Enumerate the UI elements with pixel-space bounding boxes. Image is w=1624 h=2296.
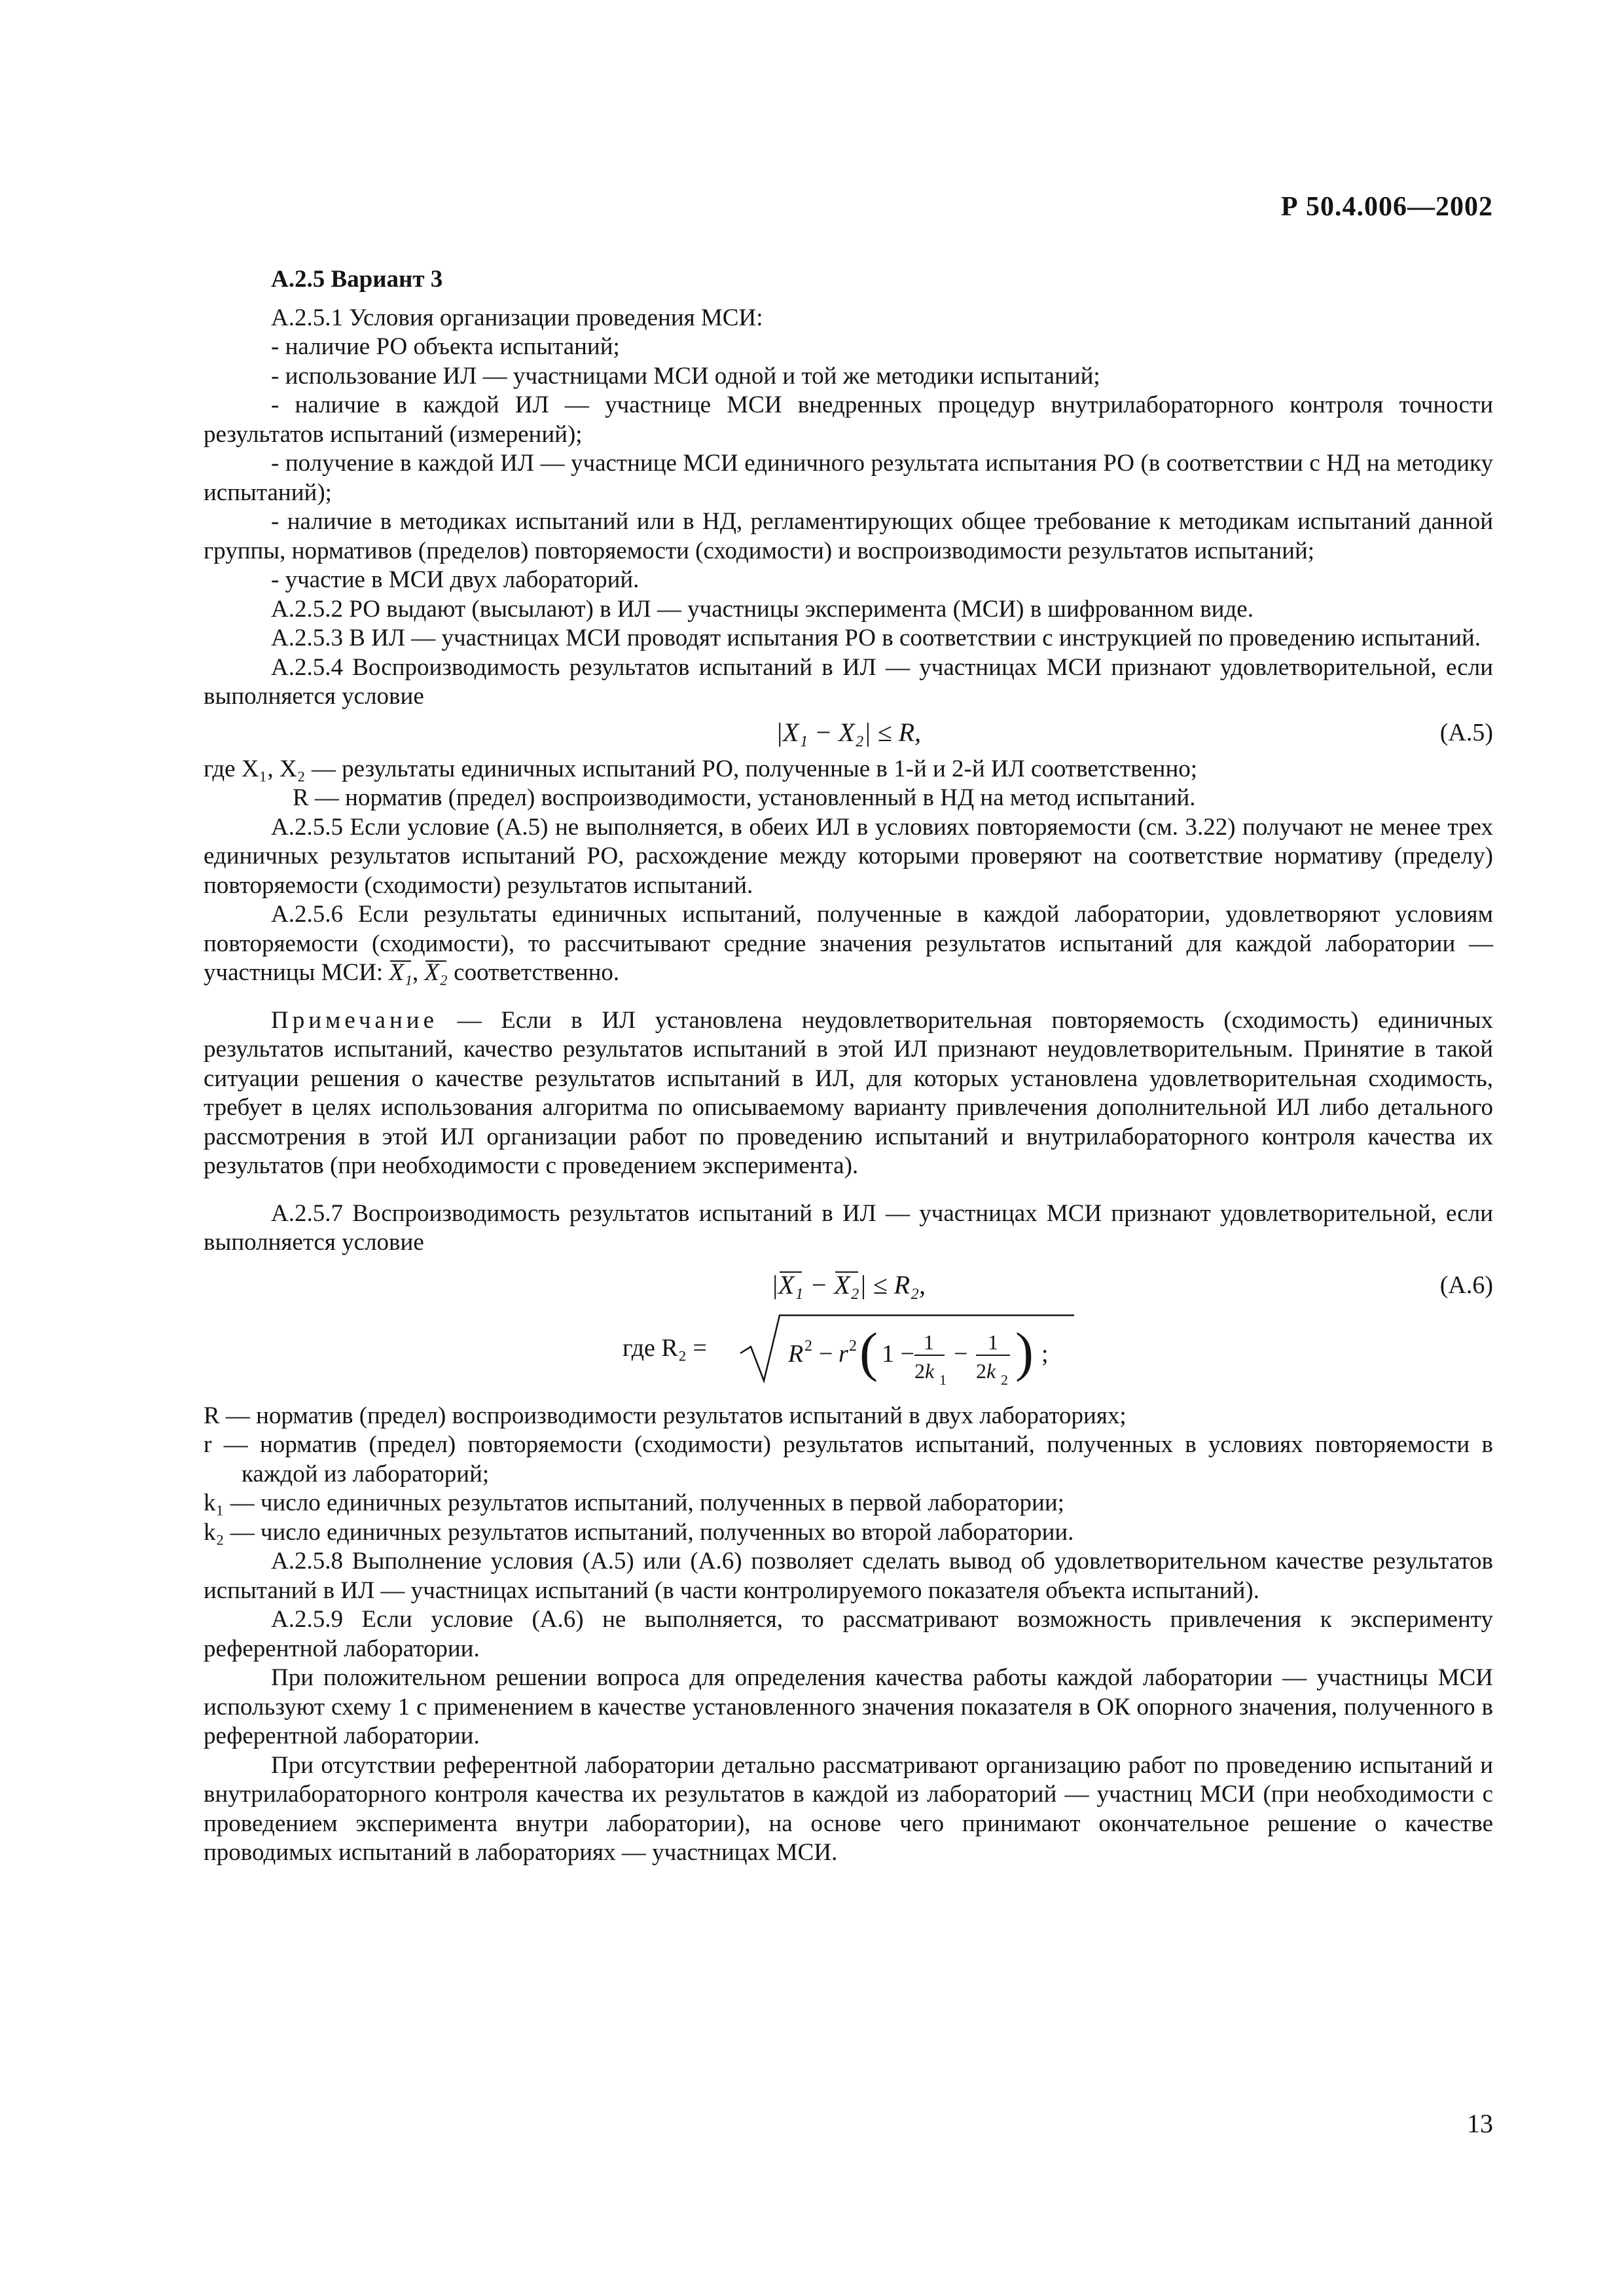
paragraph-a255: А.2.5.5 Если условие (А.5) не выполняется, в обеих ИЛ в условиях повторяемости (см. 3.22) получают не менее трех единичных результатов испытаний РО, расхождение между которыми проверяют на соответствие нормативу (пределу) повторяемости (сходимости) результатов испытаний.	[204, 813, 1493, 899]
paragraph-positive-decision: При положительном решении вопроса для определения качества работы каждой лаборатории — участницы МСИ используют схему 1 с применением в качестве установленного значения показателя в ОК опорного значения, полученного в референтной лаборатории.	[204, 1664, 1493, 1749]
condition-item: - наличие в каждой ИЛ — участнице МСИ внедренных процедур внутрилабораторного контроля точности результатов испытаний (измерений);	[204, 392, 1493, 448]
paragraph-a256-end: соответственно.	[447, 959, 620, 986]
paragraph-a252: А.2.5.2 РО выдают (высылают) в ИЛ — участницы эксперимента (МСИ) в шифрованном виде.	[271, 595, 1254, 623]
svg-text:1: 1	[924, 1330, 934, 1354]
equation-a6-rhs: | ≤ R₂,	[859, 1269, 926, 1300]
paragraph-a257: А.2.5.7 Воспроизводимость результатов испытаний в ИЛ — участницах МСИ признают удовлетворительной, если выполняется условие	[204, 1199, 1493, 1256]
equation-a6	[204, 1258, 1493, 1307]
paragraph-a258: А.2.5.8 Выполнение условия (А.5) или (А.6) позволяет сделать вывод об удовлетворительном качестве результатов испытаний в ИЛ — участницах испытаний (в части контролируемого показателя объекта испытаний).	[204, 1548, 1493, 1604]
condition-item: - участие в МСИ двух лабораторий.	[271, 566, 640, 593]
paragraph-a256-sep: ,	[412, 959, 425, 986]
page-number: 13	[1467, 2109, 1493, 2138]
abs-open: |	[771, 1269, 778, 1300]
mean-x2: X₂	[424, 959, 448, 986]
mean-x2: X₂	[834, 1269, 859, 1300]
equation-a5-where-1: где X₁, X₂ — результаты единичных испытаний РО, полученные в 1-й и 2-й ИЛ соответственно;	[204, 755, 1198, 782]
paragraph-a259: А.2.5.9 Если условие (А.6) не выполняется, то рассматривают возможность привлечения к эксперименту референтной лаборатории.	[204, 1606, 1493, 1662]
equation-r2-label: где R₂ =	[623, 1334, 707, 1362]
condition-item: - получение в каждой ИЛ — участнице МСИ единичного результата испытания РО (в соответствии с НД на методику испытаний);	[204, 450, 1493, 506]
svg-text:): )	[1015, 1321, 1034, 1383]
equation-a5-formula: |X₁ − X₂| ≤ R,	[775, 717, 922, 747]
svg-text:R: R	[788, 1339, 804, 1368]
svg-text:1: 1	[939, 1371, 947, 1388]
equation-a6-formula	[204, 1271, 1493, 1300]
svg-text:(: (	[859, 1321, 878, 1383]
equation-r2	[204, 1307, 1493, 1393]
condition-item: - наличие в методиках испытаний или в НД, регламентирующих общее требование к методикам испытаний данной группы, нормативов (пределов) повторяемости (сходимости) и воспроизводимости результатов испытаний;	[204, 508, 1493, 564]
equation-r2-expression	[204, 1307, 1493, 1393]
svg-text:−: −	[819, 1339, 833, 1368]
definition-k1: k₁ — число единичных результатов испытаний, полученных в первой лаборатории;	[204, 1489, 1064, 1516]
paragraph-a254: А.2.5.4 Воспроизводимость результатов испытаний в ИЛ — участницах МСИ признают удовлетворительной, если выполняется условие	[204, 653, 1493, 710]
mean-x1: X₁	[389, 959, 412, 986]
svg-text:2k: 2k	[976, 1358, 996, 1383]
paragraph-a253: А.2.5.3 В ИЛ — участницах МСИ проводят испытания РО в соответствии с инструкцией по проведению испытаний.	[271, 625, 1481, 651]
note	[204, 1006, 1493, 1181]
definition-k2: k₂ — число единичных результатов испытаний, полученных во второй лаборатории.	[204, 1518, 1074, 1546]
document-number: Р 50.4.006—2002	[1280, 192, 1493, 222]
paragraph-no-reference-lab: При отсутствии референтной лаборатории детально рассматривают организацию работ по проведению испытаний и внутрилабораторного контроля качества их результатов в каждой из лабораторий — участниц МСИ (при необходимости с проведением эксперимента внутри лаборатории), на основе чего принимают окончательное решение о качестве проводимых испытаний в лабораториях — участницах МСИ.	[204, 1751, 1493, 1866]
svg-text:2: 2	[1001, 1371, 1008, 1388]
equation-a5-number: (А.5)	[1439, 718, 1493, 746]
definition-R: R — норматив (предел) воспроизводимости результатов испытаний в двух лабораториях;	[204, 1402, 1127, 1429]
svg-text:r: r	[839, 1339, 848, 1368]
minus-sign: −	[803, 1269, 835, 1300]
svg-text:1: 1	[988, 1330, 998, 1354]
conditions-intro: А.2.5.1 Условия организации проведения МСИ:	[271, 304, 763, 331]
paragraph-a256-text: А.2.5.6 Если результаты единичных испытаний, полученные в каждой лаборатории, удовлетворяют условиям повторяемости (сходимости), то рассчитывают средние значения результатов испытаний для каждой лаборатории — участницы МСИ:	[204, 901, 1493, 986]
section-title: А.2.5 Вариант 3	[271, 266, 443, 293]
document-body	[204, 265, 1493, 1868]
svg-text:2: 2	[849, 1337, 857, 1355]
svg-text:1 −: 1 −	[882, 1339, 914, 1368]
equation-a5-where-2: R — норматив (предел) воспроизводимости, установленный в НД на метод испытаний.	[293, 784, 1196, 811]
equation-r2-end: ;	[1041, 1339, 1049, 1368]
condition-item: - использование ИЛ — участницами МСИ одной и той же методики испытаний;	[271, 362, 1100, 390]
note-text: — Если в ИЛ установлена неудовлетворительная повторяемость (сходимость) единичных результатов испытаний, качество результатов испытаний в этой ИЛ признают неудовлетворительным. Принятие в такой ситуации решения о качестве результатов испытаний в ИЛ, для которых установлена удовлетворительная сходимость, требует в целях использования алгоритма по описываемому варианту привлечения дополнительной ИЛ либо детального рассмотрения в этой ИЛ организации работ по проведению испытаний и внутрилабораторного контроля качества их результатов (при необходимости с проведением эксперимента).	[204, 1006, 1493, 1179]
equation-a6-number: (А.6)	[1439, 1271, 1493, 1299]
svg-text:−: −	[954, 1339, 968, 1368]
paragraph-a256	[204, 900, 1493, 988]
mean-x1: X₁	[778, 1269, 804, 1300]
condition-item: - наличие РО объекта испытаний;	[271, 333, 620, 360]
definition-r: r — норматив (предел) повторяемости (сходимости) результатов испытаний, полученных в условиях повторяемости в каждой из лабораторий;	[204, 1431, 1493, 1487]
equation-a5	[204, 712, 1493, 755]
note-label: Примечание	[271, 1006, 438, 1034]
svg-text:2k: 2k	[914, 1358, 935, 1383]
svg-text:2: 2	[804, 1337, 812, 1355]
